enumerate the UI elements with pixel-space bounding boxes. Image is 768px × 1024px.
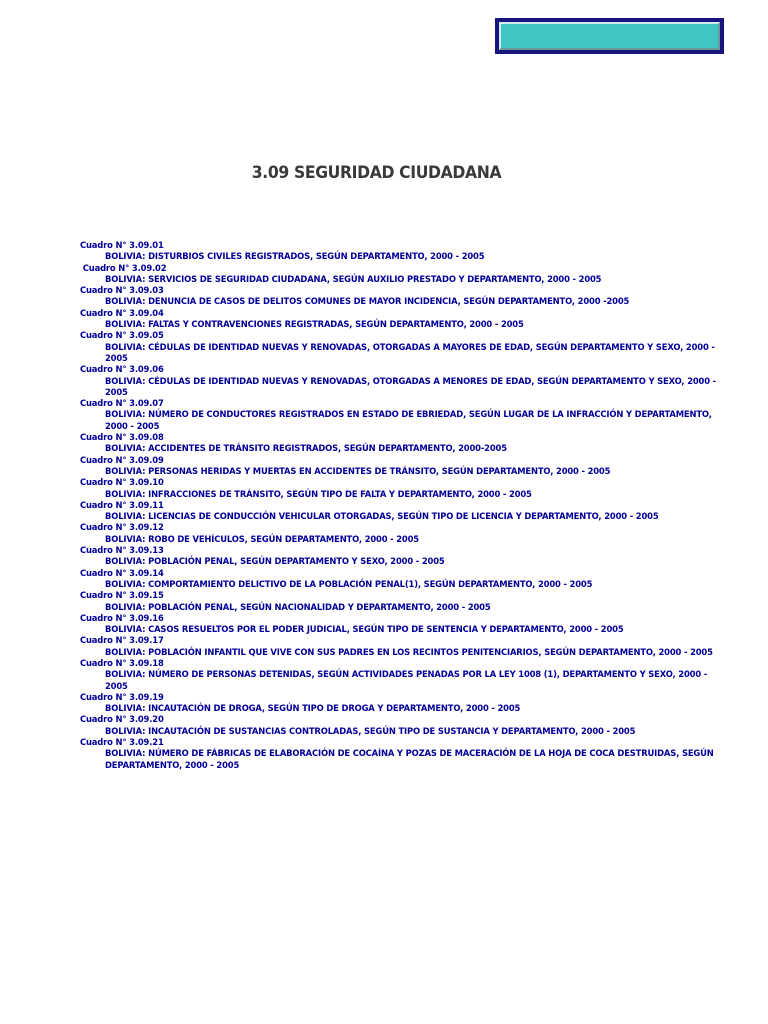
toc-entry-code[interactable]: Cuadro N° 3.09.03 bbox=[80, 285, 164, 296]
toc-entry-code[interactable]: Cuadro N° 3.09.19 bbox=[80, 691, 164, 702]
toc-entry bbox=[80, 285, 720, 308]
toc-entry-description[interactable]: BOLIVIA: FALTAS Y CONTRAVENCIONES REGISTRADAS, SEGÚN DEPARTAMENTO, 2000 - 2005 bbox=[105, 319, 524, 330]
toc-entry-description[interactable]: BOLIVIA: NÚMERO DE FÁBRICAS DE ELABORACIÓN DE COCAÍNA Y POZAS DE MACERACIÓN DE LA HOJA DE COCA DESTRUIDAS, SEGÚN DEPARTAMENTO, 2000 - 2005 bbox=[105, 748, 714, 770]
toc-entry bbox=[80, 500, 720, 523]
toc-entry-description[interactable]: BOLIVIA: POBLACIÓN INFANTIL QUE VIVE CON SUS PADRES EN LOS RECINTOS PENITENCIARIOS, SEGÚN DEPARTAMENTO, 2000 - 2005 bbox=[105, 646, 713, 657]
toc-entry bbox=[80, 635, 720, 658]
toc-entry-code[interactable]: Cuadro N° 3.09.06 bbox=[80, 364, 164, 375]
toc-entry-code[interactable]: Cuadro N° 3.09.04 bbox=[80, 307, 164, 318]
toc-entry-description[interactable]: BOLIVIA: NÚMERO DE PERSONAS DETENIDAS, SEGÚN ACTIVIDADES PENADAS POR LA LEY 1008 (1), DEPARTAMENTO Y SEXO, 2000 - 2005 bbox=[105, 669, 708, 691]
toc-entry-description[interactable]: BOLIVIA: LICENCIAS DE CONDUCCIÓN VEHICULAR OTORGADAS, SEGÚN TIPO DE LICENCIA Y DEPARTAMENTO, 2000 - 2005 bbox=[105, 511, 659, 522]
toc-entry bbox=[80, 545, 720, 568]
toc-entry bbox=[80, 613, 720, 636]
toc-entry bbox=[80, 330, 720, 364]
toc-entry-description[interactable]: BOLIVIA: INFRACCIONES DE TRÁNSITO, SEGÚN TIPO DE FALTA Y DEPARTAMENTO, 2000 - 2005 bbox=[105, 488, 532, 499]
toc-entry-description[interactable]: BOLIVIA: POBLACIÓN PENAL, SEGÚN NACIONALIDAD Y DEPARTAMENTO, 2000 - 2005 bbox=[105, 601, 491, 612]
page-title: 3.09 SEGURIDAD CIUDADANA bbox=[251, 163, 502, 184]
toc-entry-description[interactable]: BOLIVIA: CÉDULAS DE IDENTIDAD NUEVAS Y RENOVADAS, OTORGADAS A MENORES DE EDAD, SEGÚN DEPARTAMENTO Y SEXO, 2000 - 2005 bbox=[105, 375, 716, 397]
toc-entry-code[interactable]: Cuadro N° 3.09.09 bbox=[80, 454, 164, 465]
toc-entry bbox=[80, 432, 720, 455]
toc-entry-code[interactable]: Cuadro N° 3.09.11 bbox=[80, 499, 164, 510]
nav-button[interactable] bbox=[499, 22, 720, 50]
toc-entry-code[interactable]: Cuadro N° 3.09.12 bbox=[80, 522, 164, 533]
toc-entry bbox=[80, 568, 720, 591]
toc-entry-code[interactable]: Cuadro N° 3.09.15 bbox=[80, 590, 164, 601]
toc-entry-code[interactable]: Cuadro N° 3.09.02 bbox=[80, 262, 167, 273]
toc-entry bbox=[80, 590, 720, 613]
toc-entry-code[interactable]: Cuadro N° 3.09.14 bbox=[80, 567, 164, 578]
toc-entry bbox=[80, 263, 720, 286]
toc-entry-description[interactable]: BOLIVIA: DENUNCIA DE CASOS DE DELITOS COMUNES DE MAYOR INCIDENCIA, SEGÚN DEPARTAMENTO, 2000 -2005 bbox=[105, 296, 630, 307]
toc-entry-code[interactable]: Cuadro N° 3.09.21 bbox=[80, 737, 164, 748]
toc-entry-description[interactable]: BOLIVIA: CÉDULAS DE IDENTIDAD NUEVAS Y RENOVADAS, OTORGADAS A MAYORES DE EDAD, SEGÚN DEPARTAMENTO Y SEXO, 2000 - 2005 bbox=[105, 341, 715, 363]
toc-entry-code[interactable]: Cuadro N° 3.09.08 bbox=[80, 432, 164, 443]
toc-entry-description[interactable]: BOLIVIA: DISTURBIOS CIVILES REGISTRADOS, SEGÚN DEPARTAMENTO, 2000 - 2005 bbox=[105, 251, 485, 262]
toc-entry-description[interactable]: BOLIVIA: COMPORTAMIENTO DELICTIVO DE LA POBLACIÓN PENAL(1), SEGÚN DEPARTAMENTO, 2000 - 2005 bbox=[105, 578, 593, 589]
toc-entry bbox=[80, 714, 720, 737]
toc-entry bbox=[80, 477, 720, 500]
toc-entry-code[interactable]: Cuadro N° 3.09.18 bbox=[80, 657, 164, 668]
toc-entry-description[interactable]: BOLIVIA: POBLACIÓN PENAL, SEGÚN DEPARTAMENTO Y SEXO, 2000 - 2005 bbox=[105, 556, 445, 567]
toc-entry-code[interactable]: Cuadro N° 3.09.13 bbox=[80, 545, 164, 556]
toc-entry-description[interactable]: BOLIVIA: PERSONAS HERIDAS Y MUERTAS EN ACCIDENTES DE TRÁNSITO, SEGÚN DEPARTAMENTO, 2000 - 2005 bbox=[105, 465, 611, 476]
toc-entry-description[interactable]: BOLIVIA: ROBO DE VEHÍCULOS, SEGÚN DEPARTAMENTO, 2000 - 2005 bbox=[105, 533, 419, 544]
toc-entry bbox=[80, 455, 720, 478]
toc-entry bbox=[80, 692, 720, 715]
toc-entry-description[interactable]: BOLIVIA: ACCIDENTES DE TRÁNSITO REGISTRADOS, SEGÚN DEPARTAMENTO, 2000-2005 bbox=[105, 443, 507, 454]
toc-entry bbox=[80, 398, 720, 432]
toc-entry-description[interactable]: BOLIVIA: CASOS RESUELTOS POR EL PODER JUDICIAL, SEGÚN TIPO DE SENTENCIA Y DEPARTAMENTO, 2000 - 2005 bbox=[105, 624, 624, 635]
toc-entry-code[interactable]: Cuadro N° 3.09.05 bbox=[80, 330, 164, 341]
toc-entry bbox=[80, 240, 720, 263]
toc-entry bbox=[80, 522, 720, 545]
toc-entry-code[interactable]: Cuadro N° 3.09.07 bbox=[80, 398, 164, 409]
toc-entry-description[interactable]: BOLIVIA: INCAUTACIÓN DE DROGA, SEGÚN TIPO DE DROGA Y DEPARTAMENTO, 2000 - 2005 bbox=[105, 703, 521, 714]
toc-entry-description[interactable]: BOLIVIA: NÚMERO DE CONDUCTORES REGISTRADOS EN ESTADO DE EBRIEDAD, SEGÚN LUGAR DE LA INFRACCIÓN Y DEPARTAMENTO, 2000 - 2005 bbox=[105, 409, 712, 431]
toc-entry bbox=[80, 737, 720, 771]
nav-button-frame bbox=[495, 18, 724, 54]
toc-entry-description[interactable]: BOLIVIA: INCAUTACIÓN DE SUSTANCIAS CONTROLADAS, SEGÚN TIPO DE SUSTANCIA Y DEPARTAMENTO, 2000 - 2005 bbox=[105, 725, 636, 736]
toc-entry bbox=[80, 658, 720, 692]
toc-entry bbox=[80, 308, 720, 331]
toc-entry-code[interactable]: Cuadro N° 3.09.20 bbox=[80, 714, 164, 725]
table-of-contents bbox=[80, 240, 720, 771]
toc-entry-code[interactable]: Cuadro N° 3.09.01 bbox=[80, 240, 164, 250]
toc-entry-description[interactable]: BOLIVIA: SERVICIOS DE SEGURIDAD CIUDADANA, SEGÚN AUXILIO PRESTADO Y DEPARTAMENTO, 2000 - 2005 bbox=[105, 273, 602, 284]
toc-entry-code[interactable]: Cuadro N° 3.09.10 bbox=[80, 477, 164, 488]
toc-entry-code[interactable]: Cuadro N° 3.09.17 bbox=[80, 635, 164, 646]
toc-entry-code[interactable]: Cuadro N° 3.09.16 bbox=[80, 612, 164, 623]
toc-entry bbox=[80, 364, 720, 398]
